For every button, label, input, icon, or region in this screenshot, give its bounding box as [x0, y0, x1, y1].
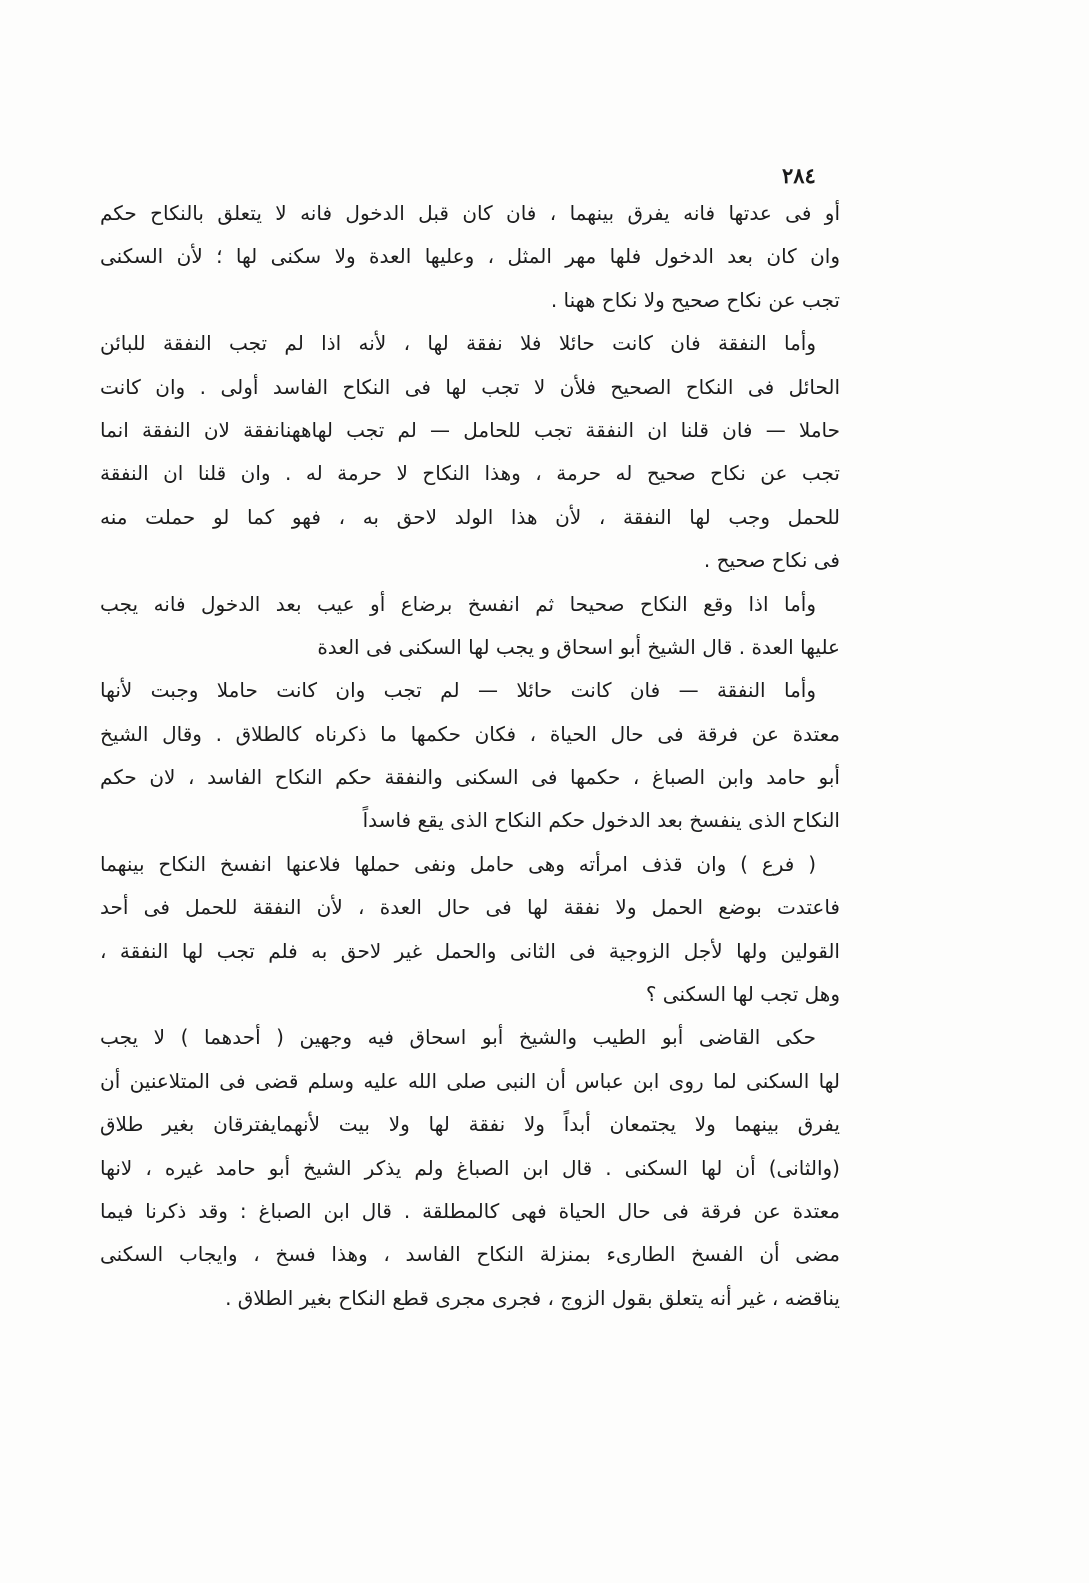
text-line: عليها العدة . قال الشيخ أبو اسحاق و يجب لها السكنى فى العدة — [317, 634, 840, 659]
body-text — [100, 192, 840, 1320]
text-line: القولين ولها لأجل الزوجية فى الثانى والحمل غير لاحق به فلم تجب لها النفقة ، — [100, 938, 840, 963]
text-line: فاعتدت بوضع الحمل ولا نفقة لها فى حال العدة ، لأن النفقة للحمل فى أحد — [100, 895, 840, 920]
text-line: تجب عن نكاح صحيح ولا نكاح ههنا . — [550, 287, 840, 312]
text-line: أبو حامد وابن الصباغ ، حكمها فى السكنى والنفقة حكم النكاح الفاسد ، لان حكم — [100, 765, 840, 790]
text-line: ( فرع ) وان قذف امرأته وهى حامل ونفى حملها فلاعنها انفسخ النكاح بينهما — [100, 851, 816, 876]
text-line: للحمل وجب لها النفقة ، لأن هذا الولد لاحق به ، فهو كما لو حملت منه — [100, 504, 840, 529]
text-line: فى نكاح صحيح . — [703, 548, 840, 573]
text-line: يناقضه ، غير أنه يتعلق بقول الزوج ، فجرى مجرى قطع النكاح بغير الطلاق . — [225, 1285, 840, 1310]
text-line: الحائل فى النكاح الصحيح فلأن لا تجب لها فى النكاح الفاسد أولى . وان كانت — [100, 374, 840, 399]
text-line: لها السكنى لما روى ابن عباس أن النبى صلى الله عليه وسلم قضى فى المتلاعنين أن — [100, 1068, 840, 1093]
text-line: النكاح الذى ينفسخ بعد الدخول حكم النكاح الذى يقع فاسداً — [362, 808, 840, 833]
text-line: (والثانى) أن لها السكنى . قال ابن الصباغ ولم يذكر الشيخ أبو حامد غيره ، لانها — [100, 1155, 840, 1180]
text-line: وان كان بعد الدخول فلها مهر المثل ، وعليها العدة ولا سكنى لها ؛ لأن السكنى — [100, 244, 840, 269]
text-line: معتدة عن فرقة فى حال الحياة فهى كالمطلقة . قال ابن الصباغ : وقد ذكرنا فيما — [100, 1198, 840, 1223]
text-line: يفرق بينهما ولا يجتمعان أبداً ولا نفقة لها ولا بيت لأنهمايفترقان بغير طلاق — [100, 1112, 840, 1137]
text-line: حاملا — فان قلنا ان النفقة تجب للحامل — لم تجب لهاههنانفقة لان النفقة انما — [100, 417, 840, 442]
text-line: وأما النفقة — فان كانت حائلا — لم تجب وان كانت حاملا وجبت لأنها — [100, 678, 816, 703]
page-number: ٢٨٤ — [782, 163, 816, 188]
text-line: مضى أن الفسخ الطارىء بمنزلة النكاح الفاسد ، وهذا فسخ ، وايجاب السكنى — [100, 1242, 840, 1267]
text-line: وأما النفقة فان كانت حائلا فلا نفقة لها ، لأنه اذا لم تجب النفقة للبائن — [100, 331, 816, 356]
text-line: وهل تجب لها السكنى ؟ — [645, 982, 840, 1007]
text-line: أو فى عدتها فانه يفرق بينهما ، فان كان قبل الدخول فانه لا يتعلق بالنكاح حكم — [100, 201, 840, 225]
text-line: تجب عن نكاح صحيح له حرمة ، وهذا النكاح لا حرمة له . وان قلنا ان النفقة — [100, 461, 840, 486]
text-line: معتدة عن فرقة فى حال الحياة ، فكان حكمها ما ذكرناه كالطلاق . وقال الشيخ — [100, 721, 840, 746]
text-line: حكى القاضى أبو الطيب والشيخ أبو اسحاق فيه وجهين ( أحدهما ) لا يجب — [100, 1025, 816, 1050]
text-line: وأما اذا وقع النكاح صحيحا ثم انفسخ برضاع أو عيب بعد الدخول فانه يجب — [100, 591, 816, 616]
